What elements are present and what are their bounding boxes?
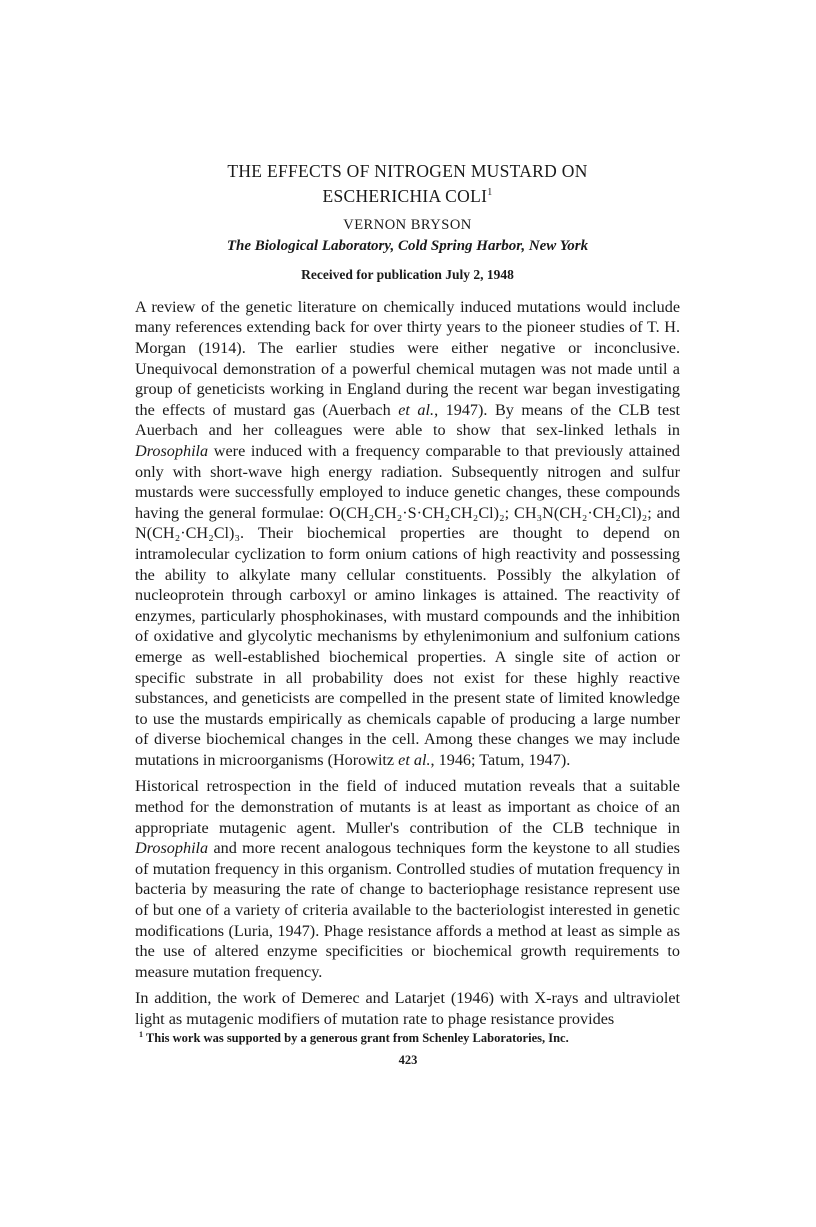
paragraph-1-text-a: A review of the genetic literature on chemically induced mutations would include many references extending back for over thirty years to the pioneer studies of T. H. Morgan (1914). The earlier studies were either negative or inconclusive. Unequivocal demonstration of a powerful chemical mutagen was not made until a group of geneticists working in England during the recent war began investigating the effects of mustard gas (Auerbach <box>135 297 680 419</box>
paragraph-2-text-a: Historical retrospection in the field of induced mutation reveals that a suitable method for the demonstration of mutants is at least as important as choice of an appropriate mutagenic agent. Muller's contribution of the CLB technique in <box>135 777 680 837</box>
article-page <box>135 160 680 1036</box>
paragraph-2 <box>135 776 680 982</box>
title-footnote-mark: 1 <box>487 187 493 198</box>
author-name: VERNON BRYSON <box>343 216 472 233</box>
title-line-2: ESCHERICHIA COLI <box>322 185 488 206</box>
paragraph-2-text-b: and more recent analogous techniques form the keystone to all studies of mutation frequency in this organism. Controlled studies of mutation frequency in bacteria by measuring the rate of change to bacteriophage resistance represent use of but one of a variety of criteria available to the bacteriologist interested in genetic modifications (Luria, 1947). Phage resistance affords a method at least as simple as the use of altered enzyme specificities or biochemical growth requirements to measure mutation frequency. <box>135 839 680 981</box>
paragraph-1-drosophila: Drosophila <box>135 441 209 460</box>
title-line-1: THE EFFECTS OF NITROGEN MUSTARD ON <box>227 161 588 181</box>
paragraph-3: In addition, the work of Demerec and Latarjet (1946) with X-rays and ultraviolet light as mutagenic modifiers of mutation rate to phage resistance provides <box>135 989 680 1029</box>
footnote <box>135 1030 684 1046</box>
received-date: Received for publication July 2, 1948 <box>301 266 514 282</box>
page-number: 423 <box>398 1053 418 1067</box>
article-title <box>135 160 680 207</box>
paragraph-1-etal-2: et al. <box>398 750 431 769</box>
article-body <box>135 297 680 1030</box>
paragraph-1-text-c: were induced with a frequency comparable to that previously attained only with short-wave high energy radiation. Subsequently nitrogen and sulfur mustards were successfully employed to induce genetic changes, these compounds having the general formulae: O(CH₂CH₂·S·CH₂CH₂Cl)₂; CH₃N(CH₂·CH₂Cl)₂; and N(CH₂·CH₂Cl)₃. Their biochemical properties are thought to depend on intramolecular cyclization to form onium cations of high reactivity and possessing the ability to alkylate many cellular constituents. Possibly the alkylation of nucleoprotein through carboxyl or amino linkages is attained. The reactivity of enzymes, particularly phosphokinases, with mustard compounds and the inhibition of oxidative and glycolytic mechanisms by ethylenimonium and sulfonium cations emerge as well-established biochemical properties. A single site of action or specific substrate in all probability does not exist for these highly reactive substances, and geneticists are compelled in the present state of limited knowledge to use the mustards empirically as chemicals capable of producing a large number of diverse biochemical changes in the cell. Among these changes we may include mutations in microorganisms (Horowitz <box>135 441 680 769</box>
author-affiliation: The Biological Laboratory, Cold Spring Harbor, New York <box>226 237 589 254</box>
paragraph-1-etal-1: et al. <box>398 400 435 419</box>
paragraph-1-text-b: , 1947). By means of the CLB test Auerbach and her colleagues were able to show that sex-linked lethals in <box>135 400 681 440</box>
footnote-mark: 1 <box>139 1030 143 1039</box>
footnote-text: This work was supported by a generous grant from Schenley Laboratories, Inc. <box>143 1031 569 1046</box>
paragraph-1 <box>135 297 680 771</box>
paragraph-1-text-d: , 1946; Tatum, 1947). <box>430 750 571 769</box>
paragraph-2-drosophila: Drosophila <box>135 839 209 858</box>
